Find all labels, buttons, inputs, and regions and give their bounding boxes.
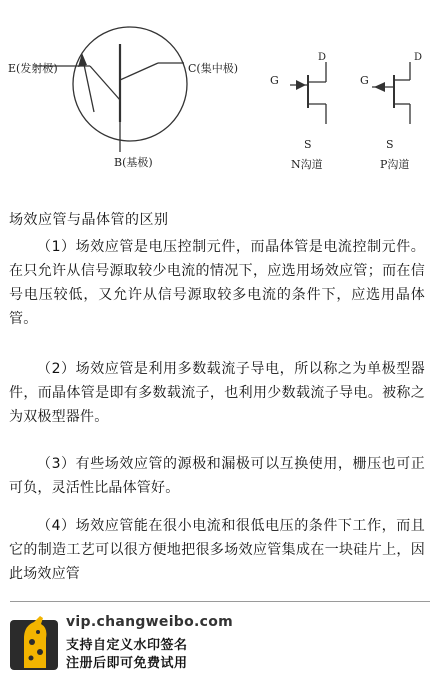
bjt-emitter-line (90, 66, 120, 100)
fet-p-drain-label: D (414, 52, 423, 63)
watermark-line-1: 支持自定义水印签名 (66, 638, 188, 653)
bjt-collector-line (120, 63, 158, 80)
fet-p-symbol (372, 62, 410, 124)
footer-divider (10, 601, 430, 602)
fet-p-channel-label: P沟道 (380, 158, 410, 171)
transistor-symbols-drawing (0, 0, 440, 200)
watermark-url: vip.changweibo.com (66, 614, 234, 630)
paragraph-4: （4）场效应管能在很小电流和很低电压的条件下工作，而且它的制造工艺可以很方便地把很多场效应管集成在一块硅片上，因此场效应管 (9, 518, 425, 582)
paragraph-1: （1）场效应管是电压控制元件，而晶体管是电流控制元件。在只允许从信号源取较少电流的情况下，应选用场效应管；而在信号电压较低，又允许从信号源取较多电流的条件下，应选用晶体管。 (9, 239, 425, 327)
bjt-envelope-circle (73, 27, 187, 141)
fet-p-source-label: S (386, 138, 394, 151)
bjt-collector-label: C(集中极) (188, 62, 238, 75)
fet-n-gate-label: G (270, 74, 279, 87)
watermark-line-2: 注册后即可免费试用 (66, 656, 188, 671)
fet-n-channel-label: N沟道 (291, 158, 323, 171)
fet-n-symbol (290, 62, 326, 124)
paragraph-3: （3）有些场效应管的源极和漏极可以互换使用，栅压也可正可负，灵活性比晶体管好。 (9, 456, 425, 496)
fet-n-arrow-icon (296, 80, 306, 90)
bjt-arrow-icon (78, 53, 87, 67)
fet-p-arrow-icon (374, 82, 385, 92)
fet-n-source-label: S (304, 138, 312, 151)
fet-p-gate-label: G (360, 74, 369, 87)
bjt-symbol (34, 27, 187, 152)
bjt-base-label: B(基极) (114, 156, 153, 169)
paragraph-2: （2）场效应管是利用多数载流子导电，所以称之为单极型器件，而晶体管是即有多数载流子，也利用少数载流子导电。被称之为双极型器件。 (9, 361, 425, 425)
section-title: 场效应管与晶体管的区别 (9, 212, 169, 228)
bjt-emitter-label: E(发射极) (8, 62, 58, 75)
giraffe-logo-icon (10, 612, 58, 670)
transistor-symbols-figure (0, 0, 440, 200)
fet-n-drain-label: D (318, 52, 327, 63)
